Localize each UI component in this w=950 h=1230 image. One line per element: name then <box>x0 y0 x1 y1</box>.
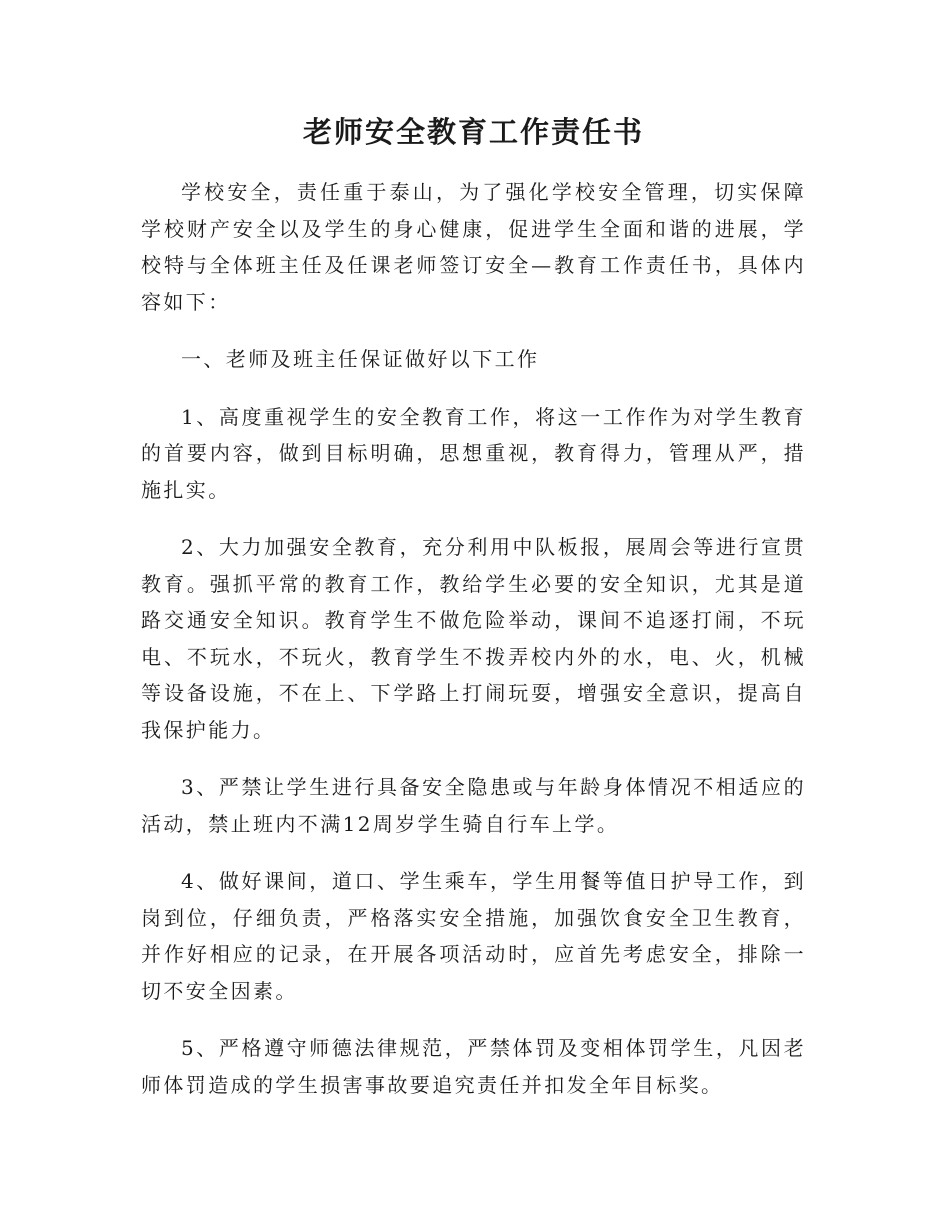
intro-paragraph: 学校安全，责任重于泰山，为了强化学校安全管理，切实保障学校财产安全以及学生的身心健康，促进学生全面和谐的进展，学校特与全体班主任及任课老师签订安全—教育工作责任书，具体内容如下： <box>141 180 806 314</box>
clause-1: 1、高度重视学生的安全教育工作，将这一工作作为对学生教育的首要内容，做到目标明确，思想重视，教育得力，管理从严，措施扎实。 <box>141 404 806 502</box>
section-heading: 一、老师及班主任保证做好以下工作 <box>181 347 540 371</box>
clause-4: 4、做好课间，道口、学生乘车，学生用餐等值日护导工作，到岗到位，仔细负责，严格落实安全措施，加强饮食安全卫生教育，并作好相应的记录，在开展各项活动时，应首先考虑安全，排除一切不安全因素。 <box>141 869 806 1003</box>
document-title: 老师安全教育工作责任书 <box>302 115 644 149</box>
clause-3: 3、严禁让学生进行具备安全隐患或与年龄身体情况不相适应的活动，禁止班内不满12周岁学生骑自行车上学。 <box>141 775 806 836</box>
clause-5: 5、严格遵守师德法律规范，严禁体罚及变相体罚学生，凡因老师体罚造成的学生损害事故要追究责任并扣发全年目标奖。 <box>141 1036 806 1097</box>
clause-2: 2、大力加强安全教育，充分利用中队板报，展周会等进行宣贯教育。强抓平常的教育工作，教给学生必要的安全知识，尤其是道路交通安全知识。教育学生不做危险举动，课间不追逐打闹，不玩电、不玩水，不玩火，教育学生不拨弄校内外的水，电、火，机械等设备设施，不在上、下学路上打闹玩耍，增强安全意识，提高自我保护能力。 <box>141 535 806 742</box>
document-page <box>141 112 806 1124</box>
